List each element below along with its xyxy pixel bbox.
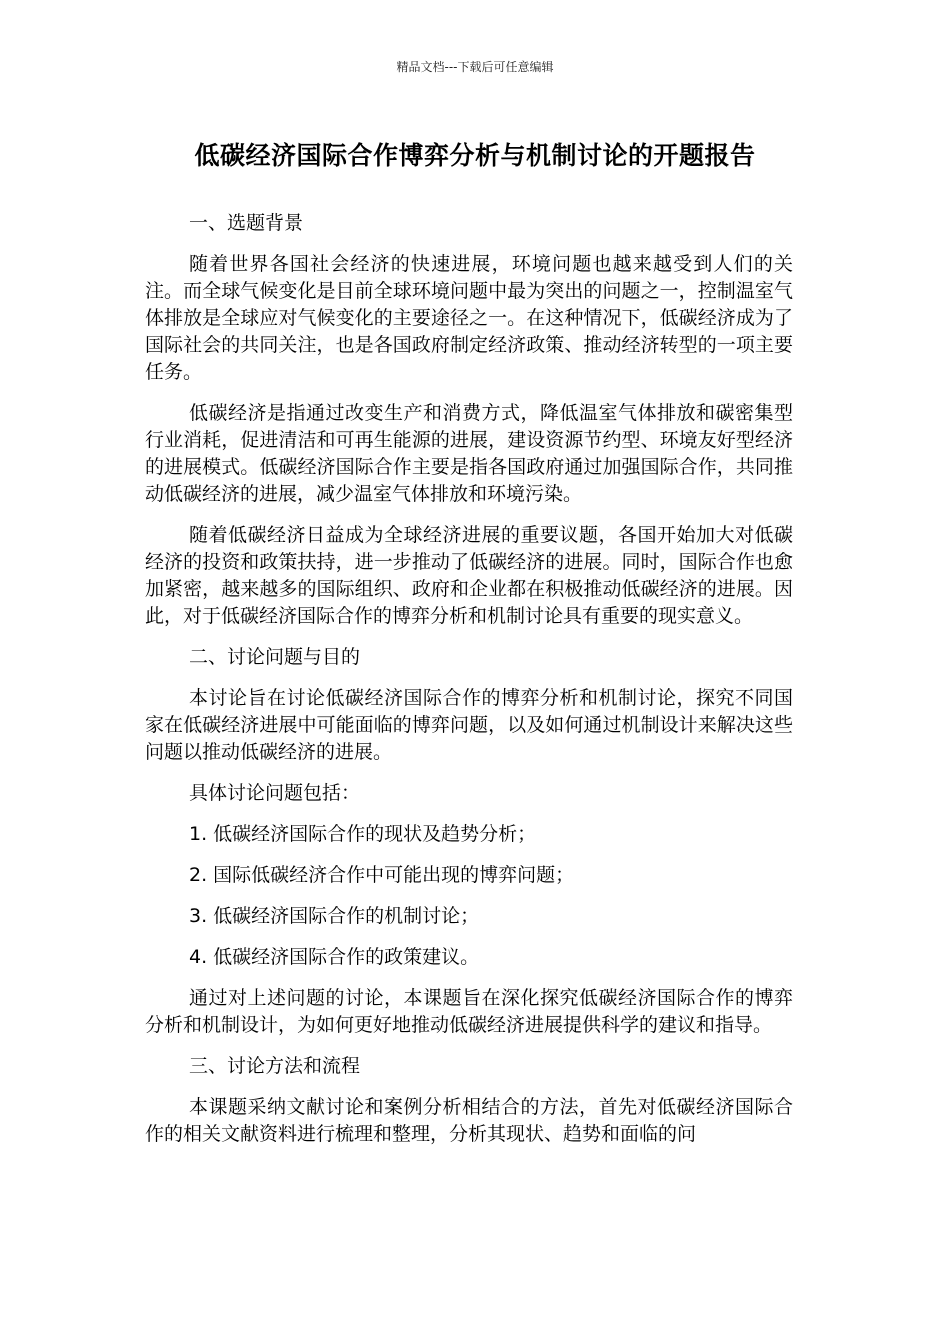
list-item: 4. 低碳经济国际合作的政策建议。 (189, 946, 480, 968)
paragraph: 低碳经济是指通过改变生产和消费方式，降低温室气体排放和碳密集型行业消耗，促进清洁和可再生能源的进展，建设资源节约型、环境友好型经济的进展模式。低碳经济国际合作主要是指各国政府通过加强国际合作，共同推动低碳经济的进展，减少温室气体排放和环境污染。 (145, 402, 793, 505)
paragraph: 本讨论旨在讨论低碳经济国际合作的博弈分析和机制讨论，探究不同国家在低碳经济进展中可能面临的博弈问题，以及如何通过机制设计来解决这些问题以推动低碳经济的进展。 (145, 687, 793, 763)
paragraph: 本课题采纳文献讨论和案例分析相结合的方法，首先对低碳经济国际合作的相关文献资料进行梳理和整理，分析其现状、趋势和面临的问 (145, 1096, 793, 1145)
document-title: 低碳经济国际合作博弈分析与机制讨论的开题报告 (194, 141, 756, 170)
list-item: 1. 低碳经济国际合作的现状及趋势分析； (189, 823, 537, 845)
document-body (145, 210, 793, 1162)
paragraph: 具体讨论问题包括： (189, 782, 361, 804)
paragraph: 随着低碳经济日益成为全球经济进展的重要议题，各国开始加大对低碳经济的投资和政策扶持，进一步推动了低碳经济的进展。同时，国际合作也愈加紧密，越来越多的国际组织、政府和企业都在积极推动低碳经济的进展。因此，对于低碳经济国际合作的博弈分析和机制讨论具有重要的现实意义。 (145, 524, 793, 627)
list-item: 3. 低碳经济国际合作的机制讨论； (189, 905, 480, 927)
list-item: 2. 国际低碳经济合作中可能出现的博弈问题； (189, 864, 575, 886)
section-heading-questions: 二、讨论问题与目的 (189, 646, 361, 668)
paragraph: 随着世界各国社会经济的快速进展，环境问题也越来越受到人们的关注。而全球气候变化是目前全球环境问题中最为突出的问题之一，控制温室气体排放是全球应对气候变化的主要途径之一。在这种情况下，低碳经济成为了国际社会的共同关注，也是各国政府制定经济政策、推动经济转型的一项主要任务。 (145, 253, 793, 383)
paragraph: 通过对上述问题的讨论，本课题旨在深化探究低碳经济国际合作的博弈分析和机制设计，为如何更好地推动低碳经济进展提供科学的建议和指导。 (145, 987, 793, 1036)
page-header: 精品文档---下载后可任意编辑 (396, 60, 554, 74)
section-heading-methods: 三、讨论方法和流程 (189, 1055, 361, 1077)
section-heading-background: 一、选题背景 (189, 212, 304, 234)
